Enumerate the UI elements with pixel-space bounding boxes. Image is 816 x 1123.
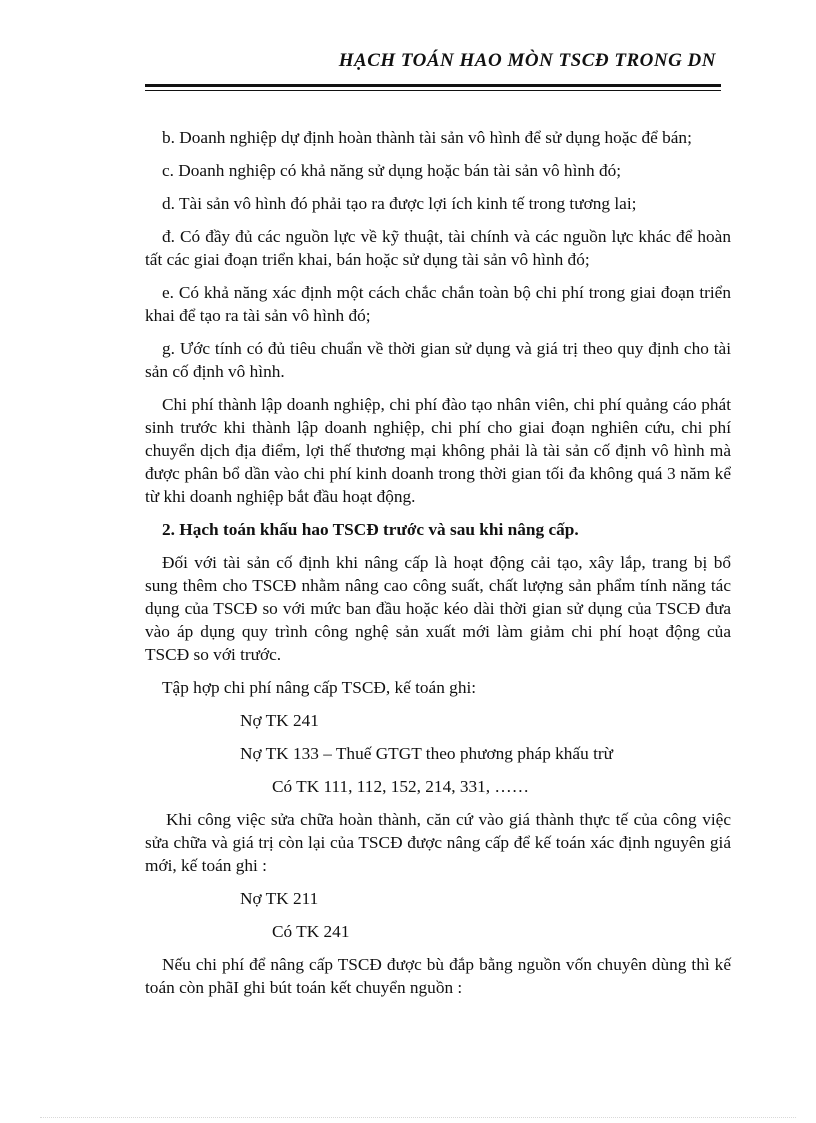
paragraph-completion: Khi công việc sửa chữa hoàn thành, căn cứ vào giá thành thực tế của công việc sửa chữa và giá trị còn lại của TSCĐ được nâng cấp để kế toán xác định nguyên giá mới, kế toán ghi : bbox=[145, 810, 731, 875]
paragraph-dd: đ. Có đầy đủ các nguồn lực về kỹ thuật, tài chính và các nguồn lực khác để hoàn tất các giai đoạn triển khai, bán hoặc sử dụng tài sản vô hình đó; bbox=[145, 227, 731, 269]
journal-entry-credit-241: Có TK 241 bbox=[272, 922, 350, 941]
document-body bbox=[145, 126, 731, 1009]
footer-divider bbox=[40, 1117, 796, 1118]
paragraph-collect: Tập hợp chi phí nâng cấp TSCĐ, kế toán ghi: bbox=[162, 678, 477, 697]
paragraph-b: b. Doanh nghiệp dự định hoàn thành tài sản vô hình để sử dụng hoặc để bán; bbox=[162, 128, 692, 147]
paragraph-transfer: Nếu chi phí để nâng cấp TSCĐ được bù đắp bằng nguồn vốn chuyên dùng thì kế toán còn phãI ghi bút toán kết chuyển nguồn : bbox=[145, 955, 731, 997]
paragraph-e: e. Có khả năng xác định một cách chắc chắn toàn bộ chi phí trong giai đoạn triển khai để tạo ra tài sản vô hình đó; bbox=[145, 283, 731, 325]
paragraph-c: c. Doanh nghiệp có khả năng sử dụng hoặc bán tài sản vô hình đó; bbox=[162, 161, 622, 180]
journal-entry-debit-211: Nợ TK 211 bbox=[240, 889, 319, 908]
journal-entry-credit-accounts: Có TK 111, 112, 152, 214, 331, …… bbox=[272, 777, 529, 796]
page-header-title: HẠCH TOÁN HAO MÒN TSCĐ TRONG DN bbox=[338, 50, 716, 71]
paragraph-g: g. Ước tính có đủ tiêu chuẩn về thời gian sử dụng và giá trị theo quy định cho tài sản cố định vô hình. bbox=[145, 339, 731, 381]
header-rule-thin bbox=[145, 90, 721, 91]
paragraph-upgrade-intro: Đối với tài sản cố định khi nâng cấp là hoạt động cải tạo, xây lắp, trang bị bổ sung thêm cho TSCĐ nhằm nâng cao công suất, chất lượng sản phẩm tính năng tác dụng của TSCĐ so với mức ban đầu hoặc kéo dài thời gian sử dụng của TSCĐ đưa vào áp dụng quy trình công nghệ sản xuất mới làm giảm chi phí hoạt động của TSCĐ so với trước. bbox=[145, 553, 731, 664]
paragraph-d: d. Tài sản vô hình đó phải tạo ra được lợi ích kinh tế trong tương lai; bbox=[162, 194, 637, 213]
section-heading: 2. Hạch toán khấu hao TSCĐ trước và sau khi nâng cấp. bbox=[162, 520, 579, 539]
header-rule-thick bbox=[145, 84, 721, 87]
paragraph-costs: Chi phí thành lập doanh nghiệp, chi phí đào tạo nhân viên, chi phí quảng cáo phát sinh trước khi thành lập doanh nghiệp, chi phí cho giai đoạn nghiên cứu, chi phí chuyển dịch địa điểm, lợi thế thương mại không phải là tài sản cố định vô hình mà được phân bổ dần vào chi phí kinh doanh trong thời gian tối đa không quá 3 năm kể từ khi doanh nghiệp bắt đầu hoạt động. bbox=[145, 395, 731, 506]
journal-entry-debit-241: Nợ TK 241 bbox=[240, 711, 319, 730]
journal-entry-debit-133: Nợ TK 133 – Thuế GTGT theo phương pháp khấu trừ bbox=[240, 744, 613, 763]
